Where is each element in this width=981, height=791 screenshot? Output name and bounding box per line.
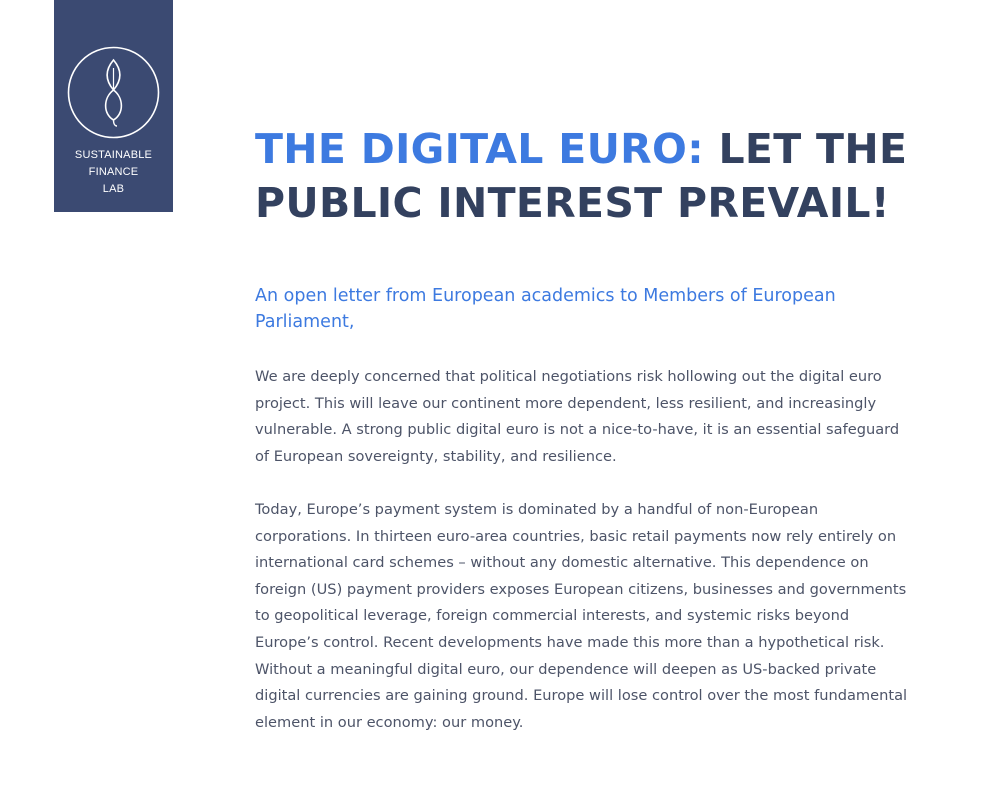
title-main: LET THE PUBLIC INTEREST PREVAIL! — [255, 125, 908, 227]
logo-line-3: LAB — [102, 183, 125, 195]
paragraph-1: We are deeply concerned that political negotiations risk hollowing out the digital euro project. This will leave our continent more dependent, less resilient, and increasingly vulnerable. A strong public digital euro is not a nice-to-have, it is an essential safeguard of European sovereignty, stability, and resilience. — [255, 368, 900, 465]
logo-wordmark — [54, 147, 173, 198]
logo-line-1: SUSTAINABLE — [74, 149, 153, 161]
leaf-figure-eight-icon — [67, 46, 160, 139]
title-accent: THE DIGITAL EURO: — [255, 125, 704, 173]
paragraph-2: Today, Europe’s payment system is dominated by a handful of non-European corporations. In thirteen euro-area countries, basic retail payments now rely entirely on international card schemes – without any domestic alternative. This dependence on foreign (US) payment providers exposes European citizens, businesses and governments to geopolitical leverage, foreign commercial interests, and systemic risks beyond Europe’s control. Recent developments have made this more than a hypothetical risk. Without a meaningful digital euro, our dependence will deepen as US-backed private digital currencies are gaining ground. Europe will lose control over the most fundamental element in our economy: our money. — [255, 501, 908, 731]
page-title — [255, 122, 945, 230]
logo-line-2: FINANCE — [88, 166, 139, 178]
letter-subtitle: An open letter from European academics to Members of European Parliament, — [255, 286, 836, 332]
sustainable-finance-lab-logo — [54, 0, 173, 212]
